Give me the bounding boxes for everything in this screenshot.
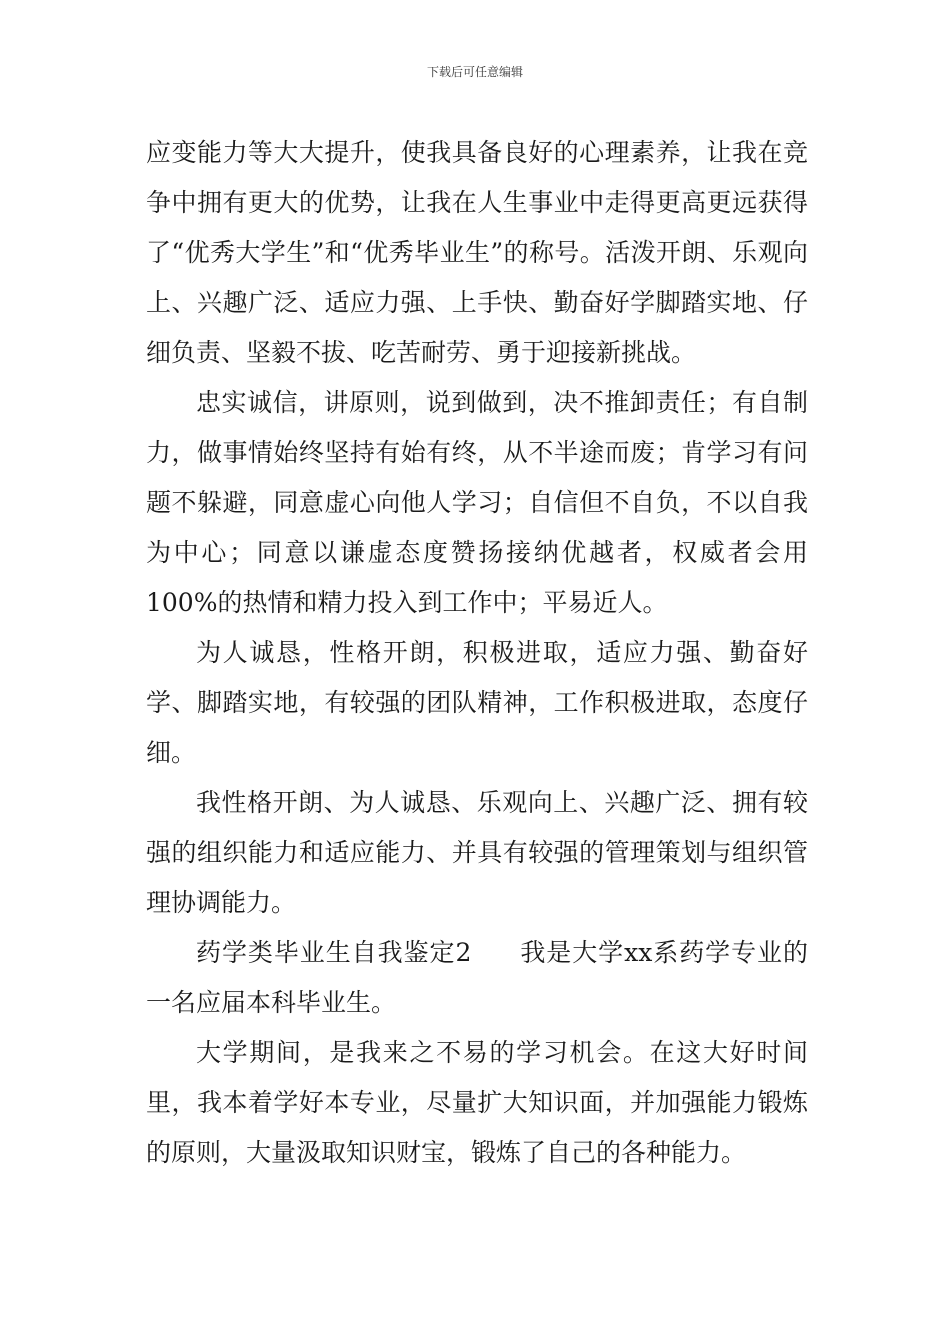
paragraph-2: 忠实诚信，讲原则，说到做到，决不推卸责任；有自制力，做事情始终坚持有始有终，从不半途而废；肯学习有问题不躲避，同意虚心向他人学习；自信但不自负，不以自我为中心；同意以谦虚态度赞扬接纳优越者，权威者会用100%的热情和精力投入到工作中；平易近人。 (146, 388, 808, 617)
paragraph-4: 我性格开朗、为人诚恳、乐观向上、兴趣广泛、拥有较强的组织能力和适应能力、并具有较强的管理策划与组织管理协调能力。 (146, 788, 808, 917)
section-title: 药学类毕业生自我鉴定2 (196, 938, 472, 967)
section-intro: 我是大学xx系药学专业的一名应届本科毕业生。 (146, 938, 808, 1017)
paragraph-1: 应变能力等大大提升，使我具备良好的心理素养，让我在竞争中拥有更大的优势，让我在人生事业中走得更高更远获得了“优秀大学生”和“优秀毕业生”的称号。活泼开朗、乐观向上、兴趣广泛、适应力强、上手快、勤奋好学脚踏实地、仔细负责、坚毅不拔、吃苦耐劳、勇于迎接新挑战。 (146, 138, 808, 367)
section-heading-paragraph (146, 928, 808, 1028)
page-header-note: 下载后可任意编辑 (426, 65, 523, 79)
paragraph-closing: 大学期间，是我来之不易的学习机会。在这大好时间里，我本着学好本专业，尽量扩大知识面，并加强能力锻炼的原则，大量汲取知识财宝，锻炼了自己的各种能力。 (146, 1038, 808, 1167)
paragraph-3: 为人诚恳，性格开朗，积极进取，适应力强、勤奋好学、脚踏实地，有较强的团队精神，工作积极进取，态度仔细。 (146, 638, 808, 767)
document-body (146, 128, 808, 1178)
